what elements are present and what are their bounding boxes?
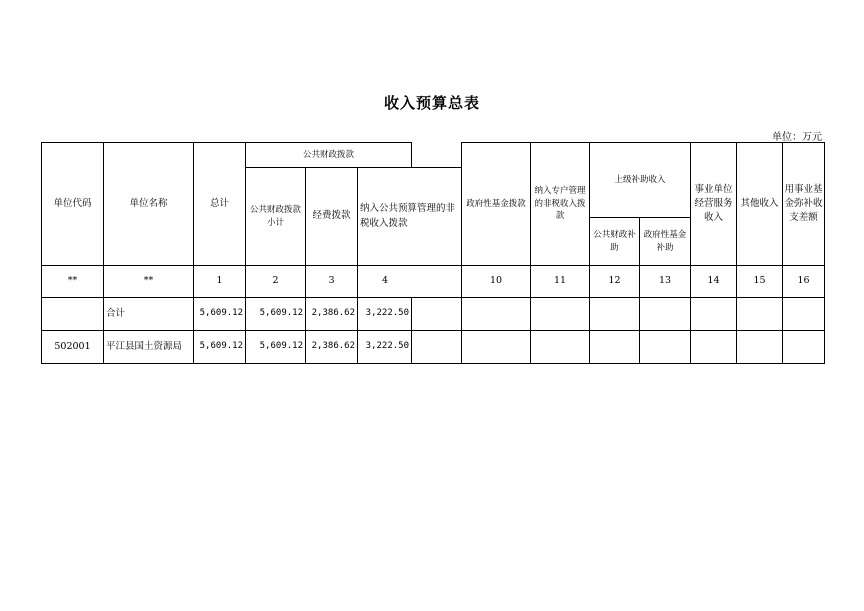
header-upper-subsidy-group: 上级补助收入 <box>590 143 691 218</box>
header-pf-subsidy: 公共财政补助 <box>590 218 640 266</box>
header-gov-fund-subsidy: 政府性基金补助 <box>640 218 691 266</box>
cell-pf-subtotal: 5,609.12 <box>246 298 306 331</box>
header-non-tax-special: 纳入专户管理的非税收入拨款 <box>531 143 590 266</box>
cell-empty <box>412 298 462 331</box>
index-cell: 12 <box>590 266 640 298</box>
index-cell: 2 <box>246 266 306 298</box>
index-cell: 4 <box>358 266 462 298</box>
cell-name: 合计 <box>104 298 194 331</box>
cell-empty <box>590 331 640 364</box>
cell-empty <box>462 331 531 364</box>
index-cell: 1 <box>194 266 246 298</box>
cell-empty <box>783 298 825 331</box>
cell-empty <box>640 298 691 331</box>
index-cell: ** <box>42 266 104 298</box>
header-other-income: 其他收入 <box>737 143 783 266</box>
cell-code: 502001 <box>42 331 104 364</box>
cell-pf-subtotal: 5,609.12 <box>246 331 306 364</box>
index-cell: 14 <box>691 266 737 298</box>
header-total: 总计 <box>194 143 246 266</box>
table-row <box>42 331 825 364</box>
index-cell: 10 <box>462 266 531 298</box>
header-gov-fund: 政府性基金拨款 <box>462 143 531 266</box>
index-cell: 16 <box>783 266 825 298</box>
income-budget-table <box>41 142 825 364</box>
cell-empty <box>590 298 640 331</box>
header-unit-code: 单位代码 <box>42 143 104 266</box>
header-unit-name: 单位名称 <box>104 143 194 266</box>
index-cell: 11 <box>531 266 590 298</box>
cell-empty <box>640 331 691 364</box>
index-cell: 13 <box>640 266 691 298</box>
header-public-finance-group: 公共财政拨款 <box>246 143 412 168</box>
cell-total: 5,609.12 <box>194 298 246 331</box>
cell-operating-funds: 2,386.62 <box>306 331 358 364</box>
cell-empty <box>737 298 783 331</box>
header-spacer <box>412 143 462 168</box>
index-row <box>42 266 825 298</box>
header-non-tax-public: 纳入公共预算管理的非税收入拨款 <box>358 168 462 266</box>
cell-non-tax-public: 3,222.50 <box>358 331 412 364</box>
cell-name: 平江县国土资源局 <box>104 331 194 364</box>
cell-empty <box>531 298 590 331</box>
cell-empty <box>531 331 590 364</box>
cell-empty <box>691 331 737 364</box>
index-cell: 15 <box>737 266 783 298</box>
cell-empty <box>691 298 737 331</box>
cell-operating-funds: 2,386.62 <box>306 298 358 331</box>
header-business-income: 事业单位经营服务收入 <box>691 143 737 266</box>
header-reserve-offset: 用事业基金弥补收支差额 <box>783 143 825 266</box>
cell-code <box>42 298 104 331</box>
cell-empty <box>783 331 825 364</box>
cell-empty <box>462 298 531 331</box>
unit-label: 单位：万元 <box>772 132 822 143</box>
cell-total: 5,609.12 <box>194 331 246 364</box>
index-cell: 3 <box>306 266 358 298</box>
page-title: 收入预算总表 <box>383 94 480 112</box>
cell-empty <box>737 331 783 364</box>
header-pf-subtotal: 公共财政拨款小计 <box>246 168 306 266</box>
table-row <box>42 298 825 331</box>
header-operating-funds: 经费拨款 <box>306 168 358 266</box>
index-cell: ** <box>104 266 194 298</box>
cell-non-tax-public: 3,222.50 <box>358 298 412 331</box>
cell-empty <box>412 331 462 364</box>
